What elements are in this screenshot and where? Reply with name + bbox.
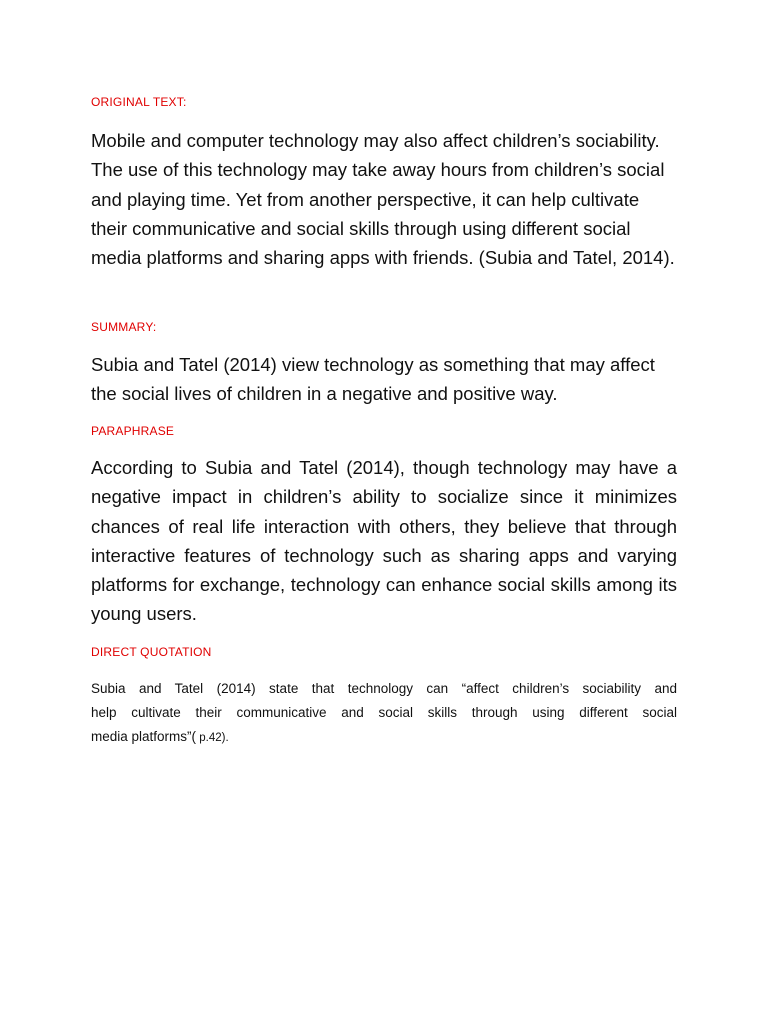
- direct-quotation-label: DIRECT QUOTATION: [91, 645, 212, 659]
- paraphrase-label: PARAPHRASE: [91, 424, 175, 438]
- summary-paragraph: [91, 350, 679, 409]
- summary-line: the social lives of children in a negative and positive way.: [91, 383, 558, 405]
- direct-quotation-line: Subia and Tatel (2014) state that technology can “affect children’s sociability and: [91, 681, 677, 696]
- paraphrase-line: According to Subia and Tatel (2014), though technology may have a: [91, 457, 677, 478]
- direct-quotation-line-last: [91, 725, 677, 750]
- paraphrase-paragraph: [91, 453, 677, 629]
- paraphrase-line: platforms for exchange, technology can enhance social skills among its: [91, 574, 677, 596]
- direct-quotation-paragraph: [91, 677, 677, 750]
- original-text-line: their communicative and social skills through using different social: [91, 217, 631, 239]
- summary-line: Subia and Tatel (2014) view technology as something that may affect: [91, 354, 655, 375]
- original-text-line: and playing time. Yet from another perspective, it can help cultivate: [91, 188, 640, 210]
- paraphrase-line: interactive features of technology such as sharing apps and varying: [91, 544, 677, 566]
- original-text-line: Mobile and computer technology may also affect children’s sociability.: [91, 130, 660, 151]
- paraphrase-line: young users.: [91, 603, 197, 625]
- paraphrase-line: negative impact in children’s ability to socialize since it minimizes: [91, 486, 677, 508]
- direct-quotation-line: help cultivate their communicative and social skills through using different social: [91, 705, 677, 720]
- original-text-line: The use of this technology may take away hours from children’s social: [91, 159, 665, 181]
- original-text-line: media platforms and sharing apps with friends. (Subia and Tatel, 2014).: [91, 247, 675, 269]
- original-text-paragraph: [91, 126, 679, 272]
- original-text-label: ORIGINAL TEXT:: [91, 95, 187, 109]
- direct-quotation-line: media platforms”(: [91, 729, 197, 744]
- summary-label: SUMMARY:: [91, 320, 157, 334]
- paraphrase-line: chances of real life interaction with others, they believe that through: [91, 515, 677, 537]
- page-reference: p.42).: [196, 732, 229, 744]
